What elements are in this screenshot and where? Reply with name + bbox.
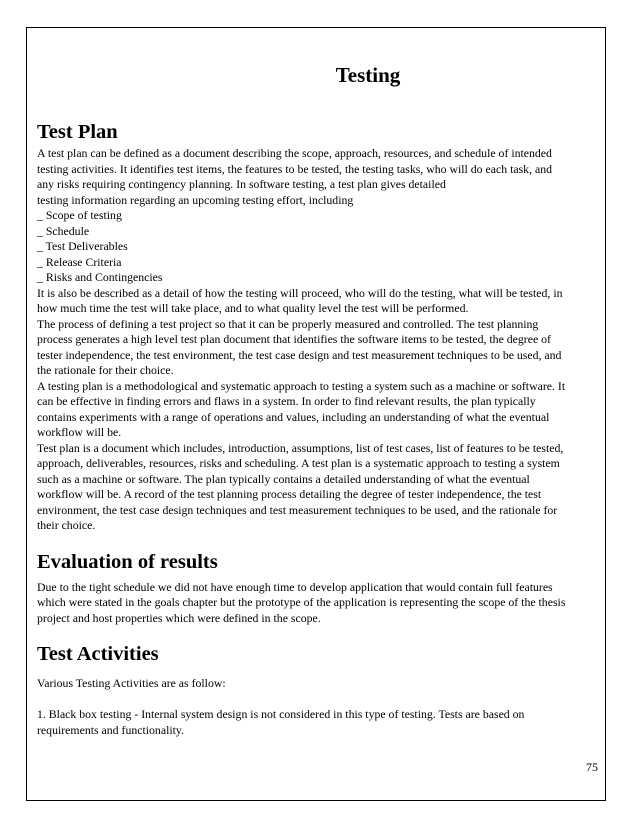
text-line: testing activities. It identifies test items, the features to be tested, the testing tasks, who will do each task, and <box>37 161 553 176</box>
text-line: A test plan can be defined as a document describing the scope, approach, resources, and schedule of intended <box>37 146 552 160</box>
text-line: contains experiments with a range of operations and values, including an understanding of what the eventual <box>37 409 550 424</box>
test-activities-body <box>37 676 603 738</box>
text-line: It is also be described as a detail of how the testing will proceed, who will do the testing, what will be tested, in <box>37 285 563 300</box>
text-line: The process of defining a test project so that it can be properly measured and controlled. The test planning <box>37 316 539 331</box>
text-line: such as a machine or software. The plan typically contains a detailed understanding of what the eventual <box>37 471 530 486</box>
test-plan-body <box>37 146 603 534</box>
text-line: environment, the test case design techniques and test measurement techniques to be used, and the rationale for <box>37 502 558 517</box>
evaluation-body <box>37 580 603 627</box>
text-line: project and host properties which were defined in the scope. <box>37 610 321 625</box>
page-title: Testing <box>335 63 401 87</box>
text-line: which were stated in the goals chapter but the prototype of the application is representing the scope of the thesis <box>37 595 566 609</box>
text-line: approach, deliverables, resources, risks and scheduling. A test plan is a systematic approach to testing a system <box>37 456 560 470</box>
text-line: workflow will be. A record of the test planning process detailing the degree of tester independence, the test <box>37 487 542 501</box>
text-line: their choice. <box>37 518 96 532</box>
text-line: any risks requiring contingency planning. In software testing, a test plan gives detailed <box>37 177 446 191</box>
list-item: 1. Black box testing - Internal system design is not considered in this type of testing. Tests are based on <box>37 707 525 721</box>
page-number: 75 <box>586 760 598 774</box>
list-item: _ Scope of testing <box>37 208 122 222</box>
text-line: Test plan is a document which includes, introduction, assumptions, list of test cases, list of features to be tested, <box>37 440 564 455</box>
heading-test-activities: Test Activities <box>37 643 159 665</box>
list-item: requirements and functionality. <box>37 722 184 737</box>
list-item: _ Test Deliverables <box>37 239 128 253</box>
list-item: _ Release Criteria <box>37 254 122 269</box>
text-line: Due to the tight schedule we did not have enough time to develop application that would contain full features <box>37 579 553 594</box>
paragraph-gap <box>37 692 603 708</box>
heading-test-plan: Test Plan <box>37 121 118 143</box>
text-line: how much time the test will take place, and to what quality level the test will be performed. <box>37 301 469 315</box>
text-line: can be effective in finding errors and flaws in a system. In order to find relevant results, the plan typically <box>37 394 536 408</box>
document-body <box>37 119 603 738</box>
text-line: process generates a high level test plan document that identifies the software items to be tested, the degree of <box>37 332 551 346</box>
text-line: testing information regarding an upcoming testing effort, including <box>37 192 354 207</box>
heading-evaluation-of-results: Evaluation of results <box>37 550 218 573</box>
list-item: _ Schedule <box>37 223 90 238</box>
text-line: tester independence, the test environment, the test case design and test measurement techniques to be used, and <box>37 347 562 362</box>
list-item: _ Risks and Contingencies <box>37 270 163 284</box>
text-line: Various Testing Activities are as follow: <box>37 676 226 690</box>
text-line: A testing plan is a methodological and systematic approach to testing a system such as a machine or software. It <box>37 378 566 393</box>
text-line: the rationale for their choice. <box>37 363 174 377</box>
text-line: workflow will be. <box>37 425 122 439</box>
